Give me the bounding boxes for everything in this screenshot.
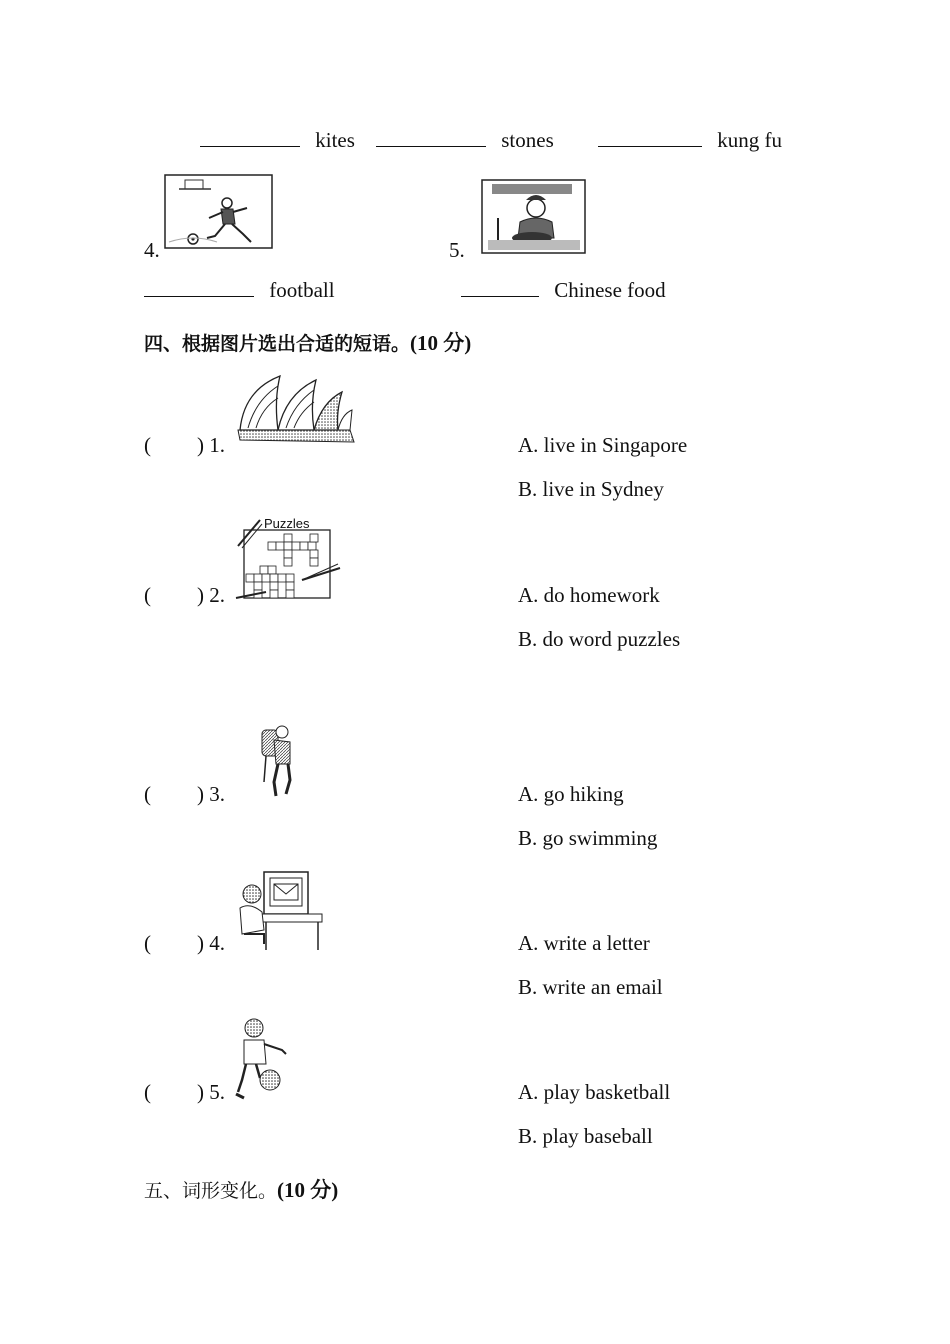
answer-blank[interactable] — [598, 128, 702, 147]
fill-item-kites — [200, 128, 355, 153]
section-5-title: 五、词形变化。 — [144, 1180, 278, 1202]
option-2b[interactable]: B. do word puzzles — [518, 627, 681, 651]
section-5-heading — [144, 1174, 338, 1204]
question-5 — [144, 1080, 225, 1105]
item-number-5: 5. — [449, 238, 465, 262]
option-3a[interactable]: A. go hiking — [518, 782, 624, 806]
answer-paren[interactable]: ( — [144, 931, 151, 955]
question-3-number: ) 3. — [197, 782, 225, 806]
option-4b[interactable]: B. write an email — [518, 975, 663, 999]
answer-blank[interactable] — [461, 278, 539, 297]
answer-paren[interactable]: ( — [144, 782, 151, 806]
option-5a[interactable]: A. play basketball — [518, 1080, 671, 1104]
question-1 — [144, 433, 225, 458]
fill-item-football — [144, 278, 335, 303]
football-boy-image — [163, 172, 275, 252]
fill-item-chinese-food — [461, 278, 666, 303]
section-5-score: (10 分) — [277, 1178, 339, 1202]
option-1a[interactable]: A. live in Singapore — [518, 433, 688, 457]
word-football: football — [269, 278, 335, 302]
answer-blank[interactable] — [376, 128, 486, 147]
word-puzzle-image — [232, 516, 344, 602]
question-2-number: ) 2. — [197, 583, 225, 607]
basketball-boy-image — [232, 1014, 292, 1104]
answer-paren[interactable]: ( — [144, 583, 151, 607]
option-1b[interactable]: B. live in Sydney — [518, 477, 664, 501]
chinese-food-image — [480, 178, 588, 256]
answer-blank[interactable] — [200, 128, 300, 147]
section-4-title: 四、根据图片选出合适的短语。 — [144, 333, 411, 355]
section-4-score: (10 分) — [410, 331, 472, 355]
option-4a[interactable]: A. write a letter — [518, 931, 650, 955]
word-kites: kites — [315, 128, 355, 152]
word-chinese-food: Chinese food — [554, 278, 666, 302]
question-5-number: ) 5. — [197, 1080, 225, 1104]
question-4 — [144, 931, 225, 956]
question-2 — [144, 583, 225, 608]
hiker-image — [256, 720, 298, 800]
computer-email-image — [234, 868, 326, 952]
section-4-heading — [144, 327, 471, 357]
question-4-number: ) 4. — [197, 931, 225, 955]
fill-item-kungfu — [598, 128, 782, 153]
question-3 — [144, 782, 225, 807]
puzzle-title: Puzzles — [264, 516, 310, 531]
answer-paren[interactable]: ( — [144, 1080, 151, 1104]
answer-blank[interactable] — [144, 278, 254, 297]
question-1-number: ) 1. — [197, 433, 225, 457]
option-2a[interactable]: A. do homework — [518, 583, 660, 607]
item-number-4: 4. — [144, 238, 160, 262]
answer-paren[interactable]: ( — [144, 433, 151, 457]
word-stones: stones — [501, 128, 554, 152]
option-3b[interactable]: B. go swimming — [518, 826, 658, 850]
fill-item-stones — [376, 128, 554, 153]
sydney-opera-house-image — [234, 370, 356, 448]
option-5b[interactable]: B. play baseball — [518, 1124, 653, 1148]
word-kungfu: kung fu — [717, 128, 782, 152]
